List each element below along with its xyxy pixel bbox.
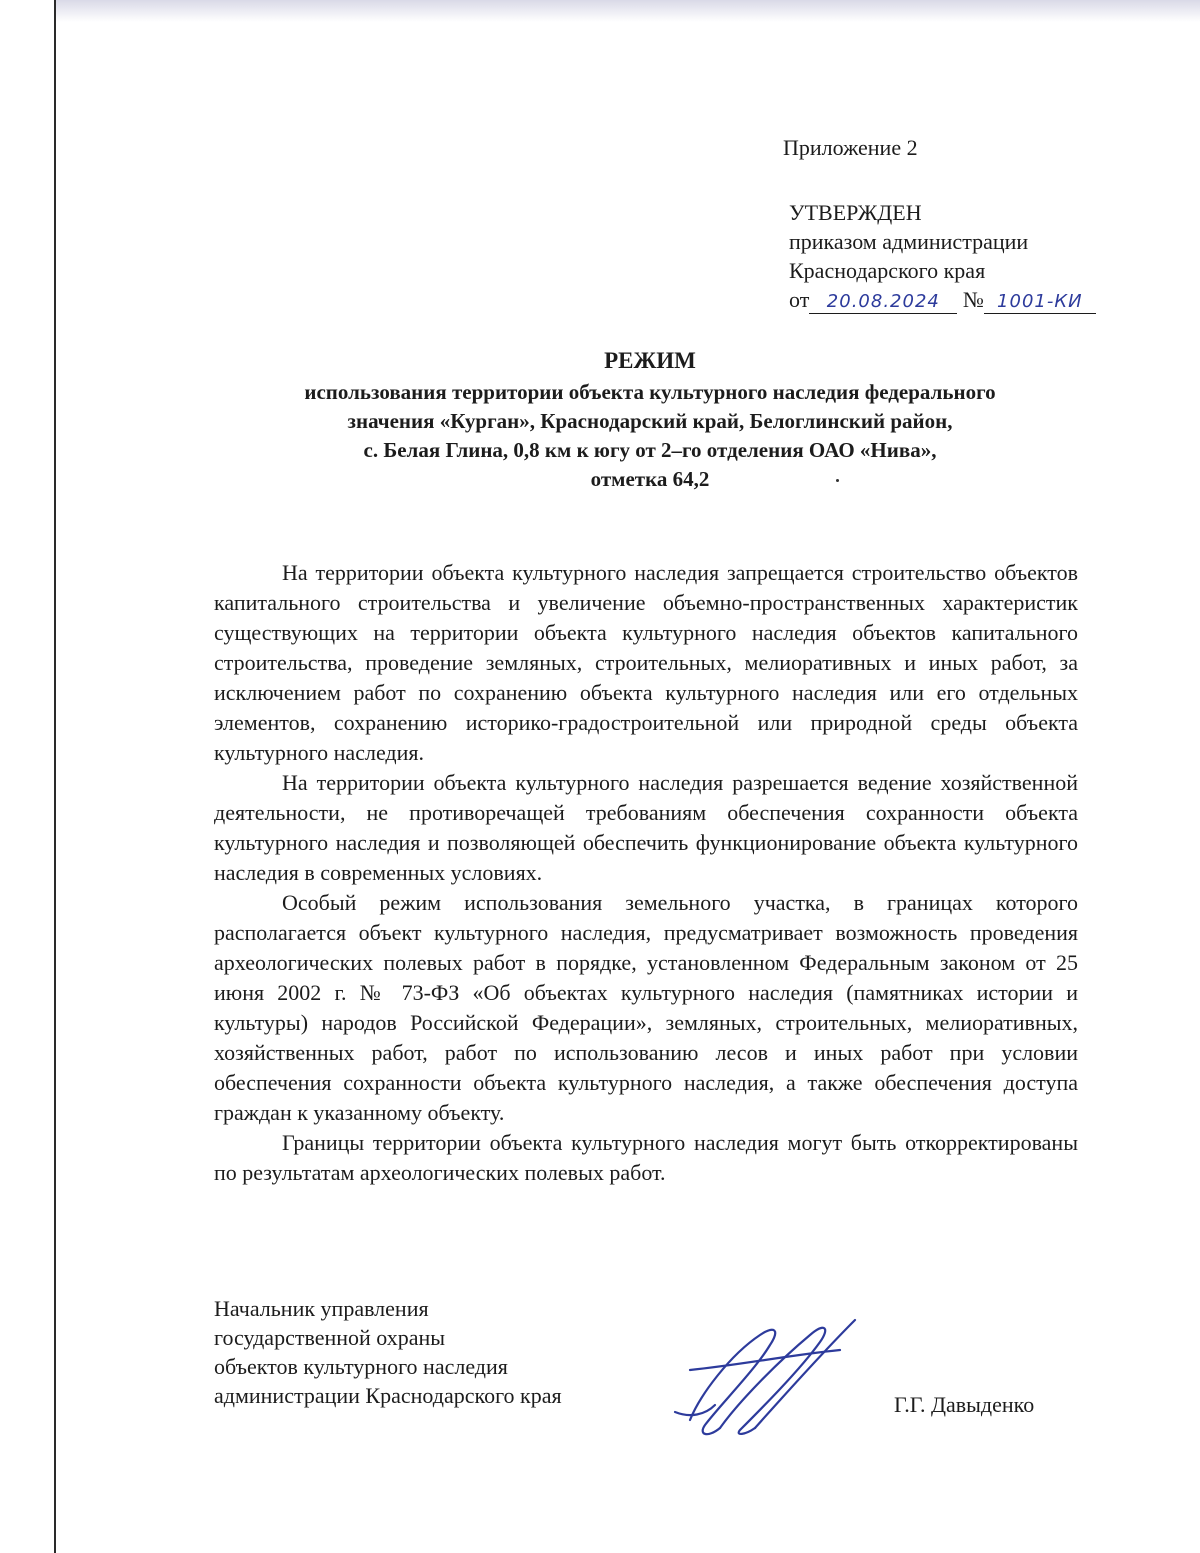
document-title-block (120, 346, 1180, 494)
order-date-number (789, 285, 1096, 314)
number-blank (984, 289, 1096, 314)
paragraph: На территории объекта культурного наследия разрешается ведение хозяйственной деятельности, не противоречащей требованиям обеспечения сохранности объекта культурного наследия и позволяющей обеспечить функционирование объекта культурного наследия в современных условиях. (214, 770, 1078, 885)
paragraph: На территории объекта культурного наследия запрещается строительство объектов капитального строительства и увеличение объемно-пространственных характеристик существующих на территории объекта культурного наследия объектов капитального строительства, проведение земляных, строительных, мелиоративных и иных работ, за исключением работ по сохранению объекта культурного наследия или его отдельных элементов, сохранению историко-градостроительной или природной среды объекта культурного наследия. (214, 560, 1078, 765)
number-prefix: № (962, 287, 984, 312)
handwritten-number: 1001-КИ (997, 291, 1083, 312)
position-line: государственной охраны (214, 1325, 446, 1350)
approval-line: приказом администрации (789, 229, 1029, 254)
document-title: РЕЖИМ (604, 348, 696, 373)
handwritten-signature (660, 1300, 870, 1450)
position-line: объектов культурного наследия (214, 1354, 508, 1379)
handwritten-date: 20.08.2024 (826, 291, 940, 312)
subtitle-line: использования территории объекта культурного наследия федерального (304, 380, 996, 404)
paragraph: Особый режим использования земельного участка, в границах которого располагается объект культурного наследия, предусматривает возможность проведения археологических полевых работ в порядке, установленном Федеральным законом от 25 июня 2002 г. № 73-ФЗ «Об объектах культурного наследия (памятниках истории и культуры) народов Российской Федерации», земляных, строительных, мелиоративных, хозяйственных работ, работ по использованию лесов и иных работ при условии обеспечения сохранности объекта культурного наследия, а также обеспечения доступа граждан к указанному объекту. (214, 890, 1078, 1125)
document-body (214, 558, 1078, 1188)
date-blank (809, 289, 957, 314)
approval-line: Краснодарского края (789, 258, 986, 283)
signatory-name: Г.Г. Давыденко (894, 1392, 1035, 1417)
position-line: Начальник управления (214, 1296, 429, 1321)
scan-speck (836, 479, 839, 482)
date-prefix: от (789, 287, 810, 312)
subtitle-line: отметка 64,2 (590, 467, 710, 491)
approval-line: УТВЕРЖДЕН (789, 200, 922, 225)
scan-top-shadow (56, 0, 1200, 22)
paragraph: Границы территории объекта культурного наследия могут быть откорректированы по результатам археологических полевых работ. (214, 1130, 1078, 1185)
position-line: администрации Краснодарского края (214, 1383, 562, 1408)
signatory-position (214, 1294, 562, 1410)
appendix-label: Приложение 2 (783, 135, 918, 160)
scan-page-edge (54, 0, 56, 1553)
approval-block (789, 198, 1096, 314)
subtitle-line: значения «Курган», Краснодарский край, Белоглинский район, (347, 409, 953, 433)
subtitle-line: с. Белая Глина, 0,8 км к югу от 2–го отделения ОАО «Нива», (363, 438, 937, 462)
